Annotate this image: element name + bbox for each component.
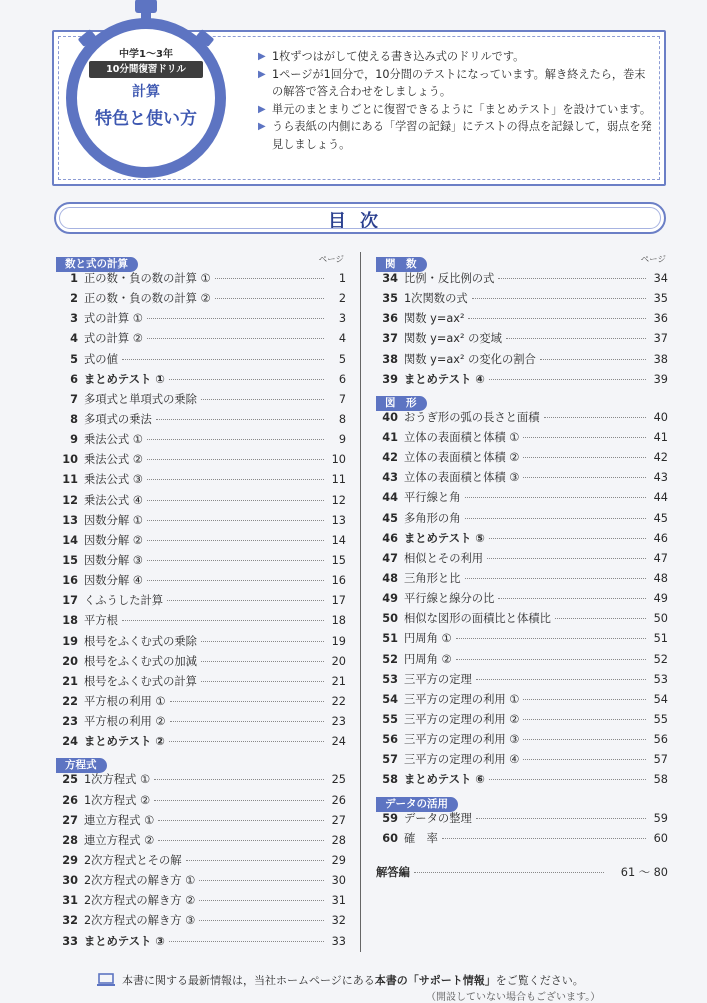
- toc-entry: [376, 590, 668, 610]
- entry-page: 27: [331, 813, 346, 827]
- triangle-icon: ▶: [258, 51, 266, 62]
- entry-number: 24: [62, 735, 78, 749]
- entry-page: 45: [653, 511, 668, 525]
- entry-title: 因数分解 ①: [84, 513, 143, 527]
- toc-entry: [56, 532, 346, 552]
- entry-page: 59: [653, 811, 668, 825]
- entry-page: 40: [653, 410, 668, 424]
- toc-entry: [56, 633, 346, 653]
- toc-entry: [56, 713, 346, 733]
- entry-number: 31: [62, 894, 78, 908]
- toc-entry: [56, 832, 346, 852]
- entry-page: 3: [338, 312, 346, 326]
- entry-title: 相似な図形の面積比と体積比: [404, 612, 551, 626]
- toc-entry: [56, 290, 346, 310]
- toc-entry: [376, 711, 668, 731]
- entry-title: 立体の表面積と体積 ③: [404, 471, 520, 485]
- toc-entry: [56, 812, 346, 832]
- entry-title: 2次方程式の解き方 ②: [84, 894, 196, 908]
- entry-number: 32: [62, 914, 78, 928]
- entry-title: 乗法公式 ①: [84, 433, 143, 447]
- entry-number: 1: [70, 272, 78, 285]
- entry-number: 9: [70, 433, 78, 447]
- toc-entry: [376, 810, 668, 830]
- entry-title: 平方根の利用 ①: [84, 694, 166, 708]
- stopwatch-badge: [66, 18, 226, 178]
- answers-label: 解答編: [376, 865, 410, 879]
- toc-entry: [56, 792, 346, 812]
- toc-entry: [376, 630, 668, 650]
- entry-page: 17: [331, 594, 346, 608]
- toc-entry: [56, 330, 346, 350]
- entry-number: 59: [382, 811, 398, 825]
- entry-title: 平方根: [84, 614, 118, 628]
- toc-entry: [56, 492, 346, 512]
- entry-title: まとめテスト ⑥: [404, 773, 485, 787]
- toc-entry: [56, 693, 346, 713]
- entry-number: 27: [62, 813, 78, 827]
- entry-title: まとめテスト ④: [404, 372, 485, 386]
- entry-title: 1次方程式 ②: [84, 793, 151, 807]
- section-header: [56, 252, 346, 268]
- entry-number: 43: [382, 471, 398, 485]
- entry-title: 式の計算 ①: [84, 312, 143, 326]
- toc-entry: [56, 572, 346, 592]
- entry-title: 立体の表面積と体積 ①: [404, 430, 520, 444]
- entry-page: 48: [653, 571, 668, 585]
- entry-number: 6: [70, 372, 78, 386]
- entry-title: まとめテスト ③: [84, 934, 165, 948]
- entry-title: 因数分解 ④: [84, 574, 143, 588]
- entry-number: 44: [382, 491, 398, 505]
- section-rows: [376, 810, 668, 850]
- entry-title: 三平方の定理の利用 ②: [404, 712, 520, 726]
- entry-number: 53: [382, 672, 398, 686]
- toc-entry: [56, 852, 346, 872]
- entry-page: 37: [653, 332, 668, 346]
- toc-entry: [56, 552, 346, 572]
- entry-number: 16: [62, 574, 78, 588]
- section-label: 関 数: [376, 257, 427, 272]
- entry-title: 式の値: [84, 352, 118, 366]
- toc-entry: [376, 771, 668, 791]
- footer: [96, 972, 656, 1003]
- toc-entry: [56, 431, 346, 451]
- toc-banner: [54, 202, 666, 234]
- entry-number: 18: [62, 614, 78, 628]
- entry-number: 39: [382, 372, 398, 386]
- entry-page: 46: [653, 531, 668, 545]
- toc-entry: [56, 471, 346, 491]
- grade-label: 中学1〜3年: [119, 49, 173, 60]
- entry-number: 28: [62, 833, 78, 847]
- entry-title: 関数 y=ax² の変域: [404, 332, 502, 346]
- toc-entry: [56, 411, 346, 431]
- entry-title: 三角形と比: [404, 571, 461, 585]
- entry-page: 24: [331, 735, 346, 749]
- entry-title: 連立方程式 ①: [84, 813, 155, 827]
- toc-entry: [56, 451, 346, 471]
- section-rows: [56, 270, 346, 753]
- footer-text: 本書に関する最新情報は，当社ホームページにある: [122, 974, 375, 987]
- entry-number: 11: [62, 473, 78, 487]
- entry-page: 12: [331, 493, 346, 507]
- entry-title: 1次方程式 ①: [84, 773, 151, 787]
- page-column-header: ページ: [318, 255, 344, 265]
- entry-title: 多項式と単項式の乗除: [84, 392, 197, 406]
- section-header: [376, 391, 668, 407]
- toc-entry: [56, 310, 346, 330]
- entry-page: 25: [331, 773, 346, 787]
- entry-page: 6: [338, 372, 346, 386]
- entry-page: 16: [331, 574, 346, 588]
- entry-page: 9: [338, 433, 346, 447]
- entry-page: 21: [331, 674, 346, 688]
- section-label: 図 形: [376, 396, 427, 411]
- entry-page: 7: [338, 392, 346, 406]
- entry-title: 根号をふくむ式の計算: [84, 674, 197, 688]
- answers-row: [376, 864, 668, 884]
- answers-pages: 61 ～ 80: [620, 865, 668, 879]
- entry-page: 34: [653, 272, 668, 285]
- toc-entry: [56, 371, 346, 391]
- footer-text-end: をご覧ください。: [495, 974, 584, 987]
- entry-number: 5: [70, 352, 78, 366]
- note-item: ▶ 単元のまとまりごとに復習できるように「まとめテスト」を設けています。: [258, 101, 653, 119]
- page-column-header: ページ: [640, 255, 666, 265]
- triangle-icon: ▶: [258, 68, 266, 80]
- entry-title: 乗法公式 ③: [84, 473, 143, 487]
- entry-number: 37: [382, 332, 398, 346]
- entry-number: 50: [382, 612, 398, 626]
- entry-page: 31: [331, 894, 346, 908]
- entry-page: 29: [331, 853, 346, 867]
- entry-number: 48: [382, 571, 398, 585]
- entry-title: 連立方程式 ②: [84, 833, 155, 847]
- entry-title: 多項式の乗法: [84, 412, 152, 426]
- entry-page: 18: [331, 614, 346, 628]
- entry-number: 17: [62, 594, 78, 608]
- toc-entry: [56, 351, 346, 371]
- entry-number: 15: [62, 553, 78, 567]
- note-item: ▶ 1枚ずつはがして使える書き込み式のドリルです。: [258, 48, 653, 66]
- entry-page: 22: [331, 694, 346, 708]
- entry-page: 51: [653, 632, 668, 646]
- section-label: データの活用: [376, 797, 458, 812]
- entry-number: 12: [62, 493, 78, 507]
- section-rows: [376, 409, 668, 792]
- entry-page: 4: [338, 332, 346, 346]
- toc-entry: [376, 310, 668, 330]
- entry-title: 根号をふくむ式の乗除: [84, 634, 197, 648]
- entry-number: 52: [382, 652, 398, 666]
- entry-number: 35: [382, 292, 398, 306]
- toc-entry: [376, 651, 668, 671]
- note-item: ▶ うら表紙の内側にある「学習の記録」にテストの得点を記録して，弱点を発見しましょう。: [258, 118, 653, 153]
- toc-title: 目次: [328, 211, 392, 232]
- entry-title: まとめテスト ①: [84, 372, 165, 386]
- entry-title: 2次方程式の解き方 ③: [84, 914, 196, 928]
- entry-number: 20: [62, 654, 78, 668]
- toc-entry: [376, 290, 668, 310]
- entry-page: 32: [331, 914, 346, 928]
- entry-page: 60: [653, 831, 668, 845]
- toc-entry: [376, 469, 668, 489]
- entry-number: 47: [382, 551, 398, 565]
- entry-number: 29: [62, 853, 78, 867]
- entry-title: 確 率: [404, 831, 438, 845]
- entry-number: 13: [62, 513, 78, 527]
- entry-title: 正の数・負の数の計算 ②: [84, 292, 211, 306]
- entry-number: 45: [382, 511, 398, 525]
- entry-title: データの整理: [404, 811, 472, 825]
- toc-entry: [56, 592, 346, 612]
- feature-notes: [258, 48, 653, 153]
- entry-page: 28: [331, 833, 346, 847]
- toc-entry: [56, 771, 346, 791]
- entry-page: 54: [653, 692, 668, 706]
- toc-entry: [376, 570, 668, 590]
- toc-entry: [376, 489, 668, 509]
- toc-entry: [56, 673, 346, 693]
- entry-number: 21: [62, 674, 78, 688]
- entry-title: 2次方程式とその解: [84, 853, 182, 867]
- entry-number: 7: [70, 392, 78, 406]
- entry-number: 10: [62, 453, 78, 467]
- footer-note: （開設していない場合もございます。）: [426, 992, 601, 1003]
- entry-page: 30: [331, 874, 346, 888]
- toc-entry: [376, 510, 668, 530]
- entry-page: 42: [653, 451, 668, 465]
- entry-number: 38: [382, 352, 398, 366]
- entry-title: 円周角 ①: [404, 632, 452, 646]
- section-label: 数と式の計算: [56, 257, 138, 272]
- toc-entry: [56, 391, 346, 411]
- toc-entry: [376, 270, 668, 290]
- entry-title: まとめテスト ②: [84, 735, 165, 749]
- subject-label: 計算: [132, 84, 160, 100]
- toc-entry: [376, 830, 668, 850]
- entry-number: 26: [62, 793, 78, 807]
- entry-title: 多角形の角: [404, 511, 461, 525]
- computer-icon: [96, 973, 116, 987]
- entry-page: 26: [331, 793, 346, 807]
- entry-title: 三平方の定理: [404, 672, 472, 686]
- entry-page: 56: [653, 733, 668, 747]
- toc-entry: [376, 610, 668, 630]
- drill-label: 10分間復習ドリル: [89, 61, 203, 78]
- entry-number: 56: [382, 733, 398, 747]
- entry-number: 57: [382, 753, 398, 767]
- footer-support-info: 本書の「サポート情報」: [374, 974, 496, 987]
- entry-number: 33: [62, 934, 78, 948]
- entry-title: 相似とその利用: [404, 551, 484, 565]
- entry-title: 平行線と角: [404, 491, 461, 505]
- entry-title: くふうした計算: [84, 594, 164, 608]
- section-header: [376, 252, 668, 268]
- entry-page: 10: [331, 453, 346, 467]
- entry-number: 54: [382, 692, 398, 706]
- entry-page: 49: [653, 592, 668, 606]
- entry-page: 15: [331, 553, 346, 567]
- entry-number: 55: [382, 712, 398, 726]
- entry-number: 14: [62, 533, 78, 547]
- section-header: [56, 753, 346, 772]
- entry-number: 23: [62, 715, 78, 729]
- entry-title: 因数分解 ③: [84, 553, 143, 567]
- entry-page: 58: [653, 773, 668, 787]
- entry-number: 60: [382, 831, 398, 845]
- entry-title: 平行線と線分の比: [404, 592, 495, 606]
- entry-number: 49: [382, 592, 398, 606]
- toc-right-column: [376, 252, 668, 884]
- entry-page: 8: [338, 412, 346, 426]
- entry-page: 19: [331, 634, 346, 648]
- entry-page: 57: [653, 753, 668, 767]
- entry-title: 平方根の利用 ②: [84, 715, 166, 729]
- section-rows: [56, 771, 346, 952]
- entry-page: 38: [653, 352, 668, 366]
- toc-entry: [56, 612, 346, 632]
- entry-page: 52: [653, 652, 668, 666]
- entry-title: 1次関数の式: [404, 292, 468, 306]
- entry-title: 因数分解 ②: [84, 533, 143, 547]
- entry-page: 53: [653, 672, 668, 686]
- entry-page: 50: [653, 612, 668, 626]
- entry-title: 根号をふくむ式の加減: [84, 654, 197, 668]
- toc-entry: [376, 731, 668, 751]
- entry-number: 34: [382, 272, 398, 285]
- entry-page: 43: [653, 471, 668, 485]
- toc-entry: [56, 933, 346, 953]
- entry-number: 46: [382, 531, 398, 545]
- entry-page: 41: [653, 430, 668, 444]
- entry-title: 三平方の定理の利用 ③: [404, 733, 520, 747]
- entry-title: 2次方程式の解き方 ①: [84, 874, 196, 888]
- triangle-icon: ▶: [258, 103, 266, 115]
- entry-number: 51: [382, 632, 398, 646]
- toc-entry: [376, 351, 668, 371]
- entry-title: 正の数・負の数の計算 ①: [84, 272, 211, 285]
- entry-page: 47: [653, 551, 668, 565]
- entry-page: 44: [653, 491, 668, 505]
- toc-entry: [376, 409, 668, 429]
- section-label: 方程式: [56, 758, 107, 773]
- entry-number: 8: [70, 412, 78, 426]
- entry-page: 20: [331, 654, 346, 668]
- toc-left-column: [56, 252, 346, 953]
- entry-page: 36: [653, 312, 668, 326]
- entry-page: 1: [338, 272, 346, 285]
- entry-title: 立体の表面積と体積 ②: [404, 451, 520, 465]
- section-header: [376, 792, 668, 808]
- toc-entry: [56, 653, 346, 673]
- toc-entry: [376, 449, 668, 469]
- entry-title: 比例・反比例の式: [404, 272, 495, 285]
- entry-number: 25: [62, 773, 78, 787]
- entry-title: 式の計算 ②: [84, 332, 143, 346]
- note-item: ▶ 1ページが1回分で，10分間のテストになっています。解き終えたら，巻末の解答で答え合わせをしましょう。: [258, 66, 653, 101]
- entry-number: 41: [382, 430, 398, 444]
- toc-entry: [56, 512, 346, 532]
- entry-page: 14: [331, 533, 346, 547]
- entry-number: 58: [382, 773, 398, 787]
- entry-page: 2: [338, 292, 346, 306]
- section-rows: [376, 270, 668, 391]
- entry-number: 3: [70, 312, 78, 326]
- toc-entry: [56, 892, 346, 912]
- entry-number: 22: [62, 694, 78, 708]
- entry-page: 39: [653, 372, 668, 386]
- entry-page: 35: [653, 292, 668, 306]
- entry-number: 40: [382, 410, 398, 424]
- column-divider: [360, 252, 361, 952]
- entry-title: 三平方の定理の利用 ④: [404, 753, 520, 767]
- entry-title: 関数 y=ax² の変化の割合: [404, 352, 536, 366]
- entry-title: 乗法公式 ④: [84, 493, 143, 507]
- toc-entry: [376, 429, 668, 449]
- entry-number: 19: [62, 634, 78, 648]
- entry-number: 2: [70, 292, 78, 306]
- entry-page: 33: [331, 934, 346, 948]
- entry-title: まとめテスト ⑤: [404, 531, 485, 545]
- toc-entry: [56, 912, 346, 932]
- toc-entry: [376, 371, 668, 391]
- entry-page: 11: [331, 473, 346, 487]
- entry-page: 55: [653, 712, 668, 726]
- toc-entry: [376, 330, 668, 350]
- triangle-icon: ▶: [258, 121, 266, 132]
- entry-title: 円周角 ②: [404, 652, 452, 666]
- entry-title: 関数 y=ax²: [404, 312, 465, 326]
- badge-heading: 特色と使い方: [95, 109, 197, 129]
- entry-title: 乗法公式 ②: [84, 453, 143, 467]
- toc-entry: [56, 270, 346, 290]
- entry-title: おうぎ形の弧の長さと面積: [404, 410, 540, 424]
- entry-number: 42: [382, 451, 398, 465]
- entry-number: 30: [62, 874, 78, 888]
- entry-page: 23: [331, 715, 346, 729]
- toc-entry: [56, 872, 346, 892]
- toc-entry: [56, 733, 346, 753]
- entry-number: 4: [70, 332, 78, 346]
- entry-number: 36: [382, 312, 398, 326]
- toc-entry: [376, 530, 668, 550]
- toc-entry: [376, 691, 668, 711]
- toc-entry: [376, 550, 668, 570]
- entry-title: 三平方の定理の利用 ①: [404, 692, 520, 706]
- toc-entry: [376, 671, 668, 691]
- entry-page: 5: [338, 352, 346, 366]
- entry-page: 13: [331, 513, 346, 527]
- toc-entry: [376, 751, 668, 771]
